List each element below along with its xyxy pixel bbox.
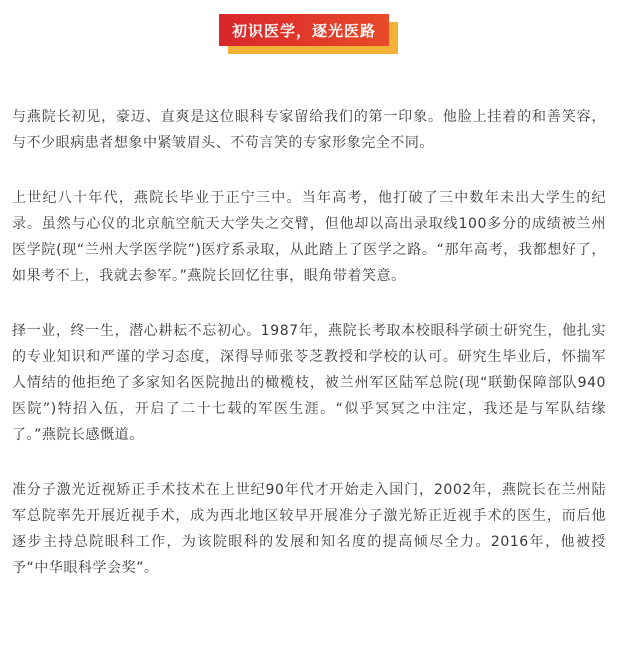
section-header <box>0 14 618 56</box>
paragraph-intro: 与燕院长初见，豪迈、直爽是这位眼科专家留给我们的第一印象。他脸上挂着的和善笑容，与不少眼病患者想象中紧皱眉头、不苟言笑的专家形象完全不同。 <box>12 109 606 151</box>
paragraph-achievements: 准分子激光近视矫正手术技术在上世纪90年代才开始走入国门，2002年，燕院长在兰州陆军总院率先开展近视手术，成为西北地区较早开展准分子激光矫正近视手术的医生，而后他逐步主持总院眼科工作，为该院眼科的发展和知名度的提高倾尽全力。2016年，他被授予“中华眼科学会奖”。 <box>12 482 606 576</box>
banner-main-block <box>219 14 389 46</box>
paragraph-career: 择一业，终一生，潜心耕耘不忘初心。1987年，燕院长考取本校眼科学硕士研究生，他扎实的专业知识和严谨的学习态度，深得导师张苓芝教授和学校的认可。研究生毕业后，怀揣军人情结的他拒绝了多家知名医院抛出的橄榄枝，被兰州军区陆军总院(现“联勤保障部队940医院”)特招入伍，开启了二十七载的军医生涯。“似乎冥冥之中注定，我还是与军队结缘了。”燕院长感慨道。 <box>12 323 606 443</box>
article-body <box>12 104 606 581</box>
paragraph-education: 上世纪八十年代，燕院长毕业于正宁三中。当年高考，他打破了三中数年未出大学生的纪录。虽然与心仪的北京航空航天大学失之交臂，但他却以高出录取线100多分的成绩被兰州医学院(现“兰州大学医学院”)医疗系录取，从此踏上了医学之路。“那年高考，我都想好了，如果考不上，我就去参军。”燕院长回忆往事，眼角带着笑意。 <box>12 190 606 284</box>
title-banner <box>219 14 399 56</box>
section-title: 初识医学，逐光医路 <box>231 21 376 40</box>
